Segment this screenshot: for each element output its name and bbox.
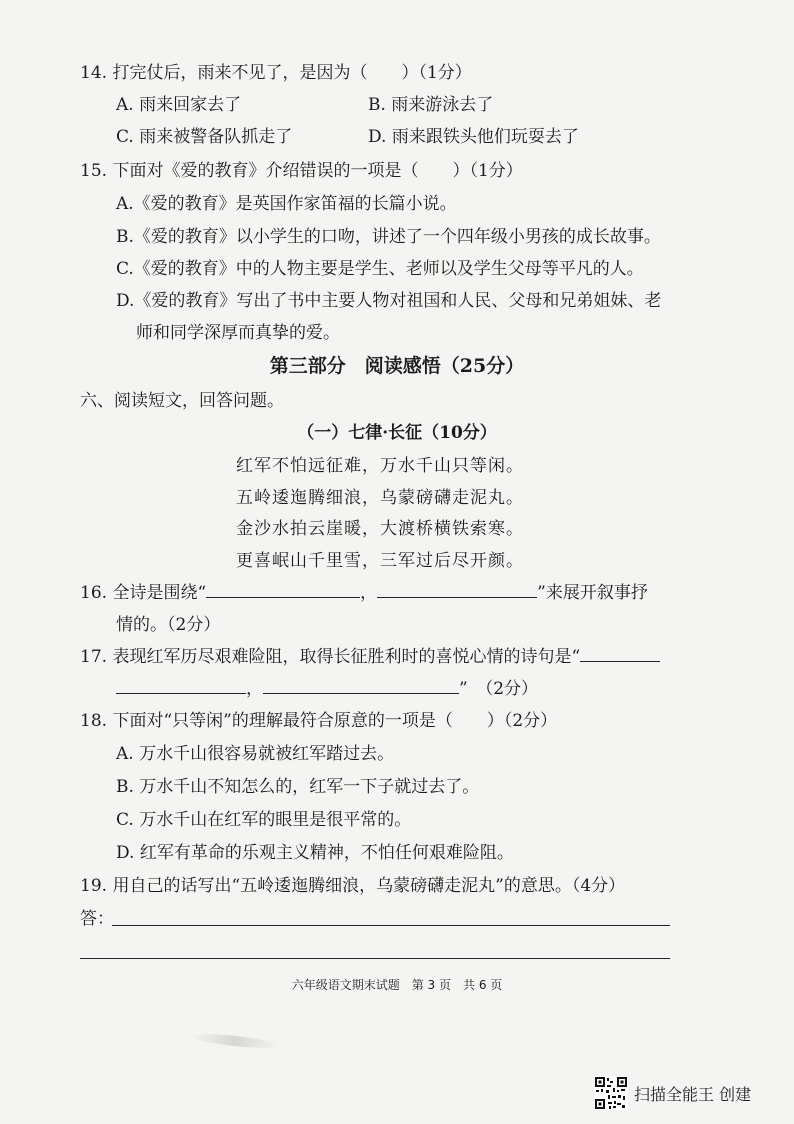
question-17-blank-1a[interactable] — [580, 647, 660, 662]
question-17-prefix: 17. 表现红军历尽艰难险阻，取得长征胜利时的喜悦心情的诗句是“ — [80, 647, 581, 667]
question-18-option-d: D. 红军有革命的乐观主义精神，不怕任何艰难险阻。 — [116, 843, 514, 863]
question-16-line-1 — [80, 582, 648, 604]
poem-line-1: 红军不怕远征难，万水千山只等闲。 — [236, 456, 524, 476]
question-17-blank-2[interactable] — [263, 679, 459, 694]
question-16-blank-2[interactable] — [377, 583, 537, 598]
scan-smudge — [190, 1031, 281, 1050]
question-16-separator: ， — [360, 583, 378, 603]
question-14-option-a: A. 雨来回家去了 — [116, 95, 242, 115]
section-6-heading: 六、阅读短文，回答问题。 — [80, 391, 284, 411]
poem-line-2: 五岭逶迤腾细浪，乌蒙磅礴走泥丸。 — [236, 488, 524, 508]
answer-line-2[interactable] — [80, 958, 670, 959]
question-14-option-d: D. 雨来跟铁头他们玩耍去了 — [368, 127, 579, 147]
part-3-title: 第三部分 阅读感悟（25分） — [269, 355, 525, 377]
question-17-line-2 — [116, 678, 538, 700]
question-15-option-d-continued: 师和同学深厚而真挚的爱。 — [136, 323, 340, 343]
poem-title: （一）七律·长征（10分） — [297, 423, 497, 443]
scanner-watermark — [594, 1076, 751, 1110]
question-15-option-c: C.《爱的教育》中的人物主要是学生、老师以及学生父母等平凡的人。 — [116, 259, 644, 279]
question-14-stem: 14. 打完仗后，雨来不见了，是因为（ ）（1分） — [80, 63, 472, 83]
question-17-line-1 — [80, 646, 660, 668]
question-17-suffix: ” （2分） — [459, 679, 539, 699]
question-16-prefix: 16. 全诗是围绕“ — [80, 583, 207, 603]
answer-line-1[interactable] — [112, 925, 670, 926]
question-19-stem: 19. 用自己的话写出“五岭逶迤腾细浪，乌蒙磅礴走泥丸”的意思。（4分） — [80, 876, 626, 896]
question-15-option-d: D.《爱的教育》写出了书中主要人物对祖国和人民、父母和兄弟姐妹、老 — [116, 291, 662, 311]
question-15-option-a: A.《爱的教育》是英国作家笛福的长篇小说。 — [116, 194, 457, 214]
question-16-line-2: 情的。（2分） — [116, 615, 221, 635]
question-16-blank-1[interactable] — [206, 583, 360, 598]
qr-code-icon — [594, 1076, 628, 1110]
question-18-option-c: C. 万水千山在红军的眼里是很平常的。 — [116, 810, 412, 830]
question-18-option-b: B. 万水千山不知怎么的，红军一下子就过去了。 — [116, 777, 480, 797]
page-footer: 六年级语文期末试题 第 3 页 共 6 页 — [291, 978, 503, 992]
question-18-stem: 18. 下面对“只等闲”的理解最符合原意的一项是（ ）（2分） — [80, 711, 558, 731]
question-17-blank-1b[interactable] — [116, 679, 246, 694]
question-17-separator: ， — [246, 679, 263, 699]
question-15-option-b: B.《爱的教育》以小学生的口吻，讲述了一个四年级小男孩的成长故事。 — [116, 227, 661, 247]
question-18-option-a: A. 万水千山很容易就被红军踏过去。 — [116, 744, 395, 764]
question-15-stem: 15. 下面对《爱的教育》介绍错误的一项是（ ）（1分） — [80, 161, 523, 181]
question-14-option-b: B. 雨来游泳去了 — [368, 95, 494, 115]
poem-line-3: 金沙水拍云崖暖，大渡桥横铁索寒。 — [236, 519, 524, 539]
watermark-text: 扫描全能王 创建 — [634, 1084, 752, 1104]
question-19-answer-label: 答： — [80, 909, 114, 929]
question-14-option-c: C. 雨来被警备队抓走了 — [116, 127, 293, 147]
question-16-suffix: ”来展开叙事抒 — [537, 583, 648, 603]
poem-line-4: 更喜岷山千里雪，三军过后尽开颜。 — [236, 551, 524, 571]
